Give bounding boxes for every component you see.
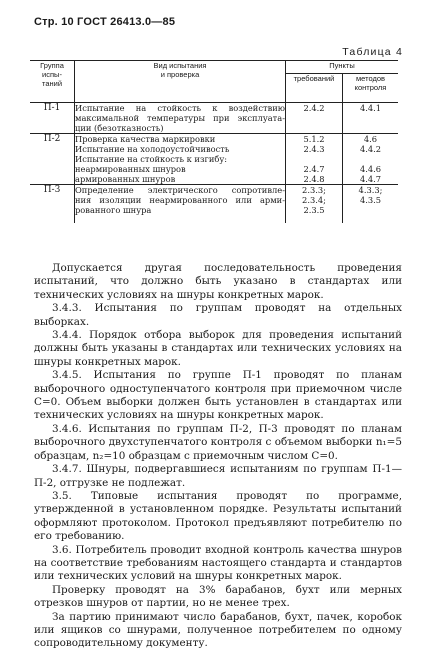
table-row [30, 185, 398, 224]
table-row [30, 103, 398, 134]
paragraph: 3.4.5. Испытания по группе П-1 проводят по планам выборочного одноступенчатого контроля при приемочном числе C=0. Объем выборки должен быть установлен в стандартах или технических условиях на шнуры конкретных марок. [34, 369, 402, 422]
cell-methods: 4.4.1 [343, 103, 399, 134]
cell-requirements: 2.4.2 [286, 103, 343, 134]
paragraph: Допускается другая последовательность проведения испытаний, что должно быть указано в стандартах или технических условиях на шнуры конкретных марок. [34, 262, 402, 301]
cell-requirements: 5.1.2 2.4.3 2.4.7 2.4.8 [286, 134, 343, 185]
col-header-methods: методов контроля [354, 74, 387, 92]
col-header-points: Пункты [286, 61, 399, 74]
paragraph: 3.4.6. Испытания по группам П-2, П-3 проводят по планам выборочного двухступенчатого контроля с объемом выборки n₁=5 образцам, n₂=10 образцам с приемочным числом C=0. [34, 422, 402, 462]
col-header-group: Группа испы- таний [30, 61, 75, 103]
body-text [34, 262, 402, 651]
paragraph: 3.4.7. Шнуры, подвергавшиеся испытаниям по группам П-1—П-2, отгрузке не подлежат. [34, 463, 402, 489]
paragraph: 3.4.4. Порядок отбора выборок для проведения испытаний должны быть указаны в стандартах или технических условиях на шнуры конкретных марок. [34, 329, 402, 368]
cell-kind: Проверка качества маркировки Испытание на холодоустойчивость Испытание на стойкость к изгибу: неармированных шнуров армированных шнуров [75, 134, 286, 185]
table-caption: Таблица 4 [342, 46, 403, 58]
cell-methods: 4.3.3; 4.3.5 [343, 185, 399, 224]
tests-table [30, 60, 398, 223]
col-header-requirements: требований [286, 74, 343, 103]
paragraph: За партию принимают число барабанов, бухт, пачек, коробок или ящиков со шнурами, полученное потребителем по одному сопроводительному документу. [34, 610, 402, 650]
paragraph: 3.5. Типовые испытания проводят по программе, утвержденной в установленном порядке. Результаты испытаний оформляют протоколом. Протокол предъявляют потребителю по его требованию. [34, 489, 402, 543]
paragraph: 3.4.3. Испытания по группам проводят на отдельных выборках. [34, 302, 402, 328]
paragraph: 3.6. Потребитель проводит входной контроль качества шнуров на соответствие требованиям настоящего стандарта и стандартов или технических условий на шнуры конкретных марок. [34, 543, 402, 583]
cell-group: П-3 [30, 185, 75, 224]
cell-requirements: 2.3.3; 2.3.4; 2.3.5 [286, 185, 343, 224]
col-header-kind: Вид испытания и проверка [75, 61, 286, 103]
cell-group: П-1 [30, 103, 75, 134]
cell-group: П-2 [30, 134, 75, 185]
cell-methods: 4.6 4.4.2 4.4.6 4.4.7 [343, 134, 399, 185]
page-header: Стр. 10 ГОСТ 26413.0—85 [34, 16, 176, 28]
table-row [30, 134, 398, 185]
cell-kind: Испытание на стойкость к воздействию максимальной температуры при эксплуата- ции (безотказность) [75, 103, 285, 133]
cell-kind: Определение электрического сопротивле- ния изоляции неармированного или арми- рованного шнура [75, 185, 286, 224]
paragraph: Проверку проводят на 3% барабанов, бухт или мерных отрезков шнуров от партии, но не менее трех. [34, 583, 402, 610]
